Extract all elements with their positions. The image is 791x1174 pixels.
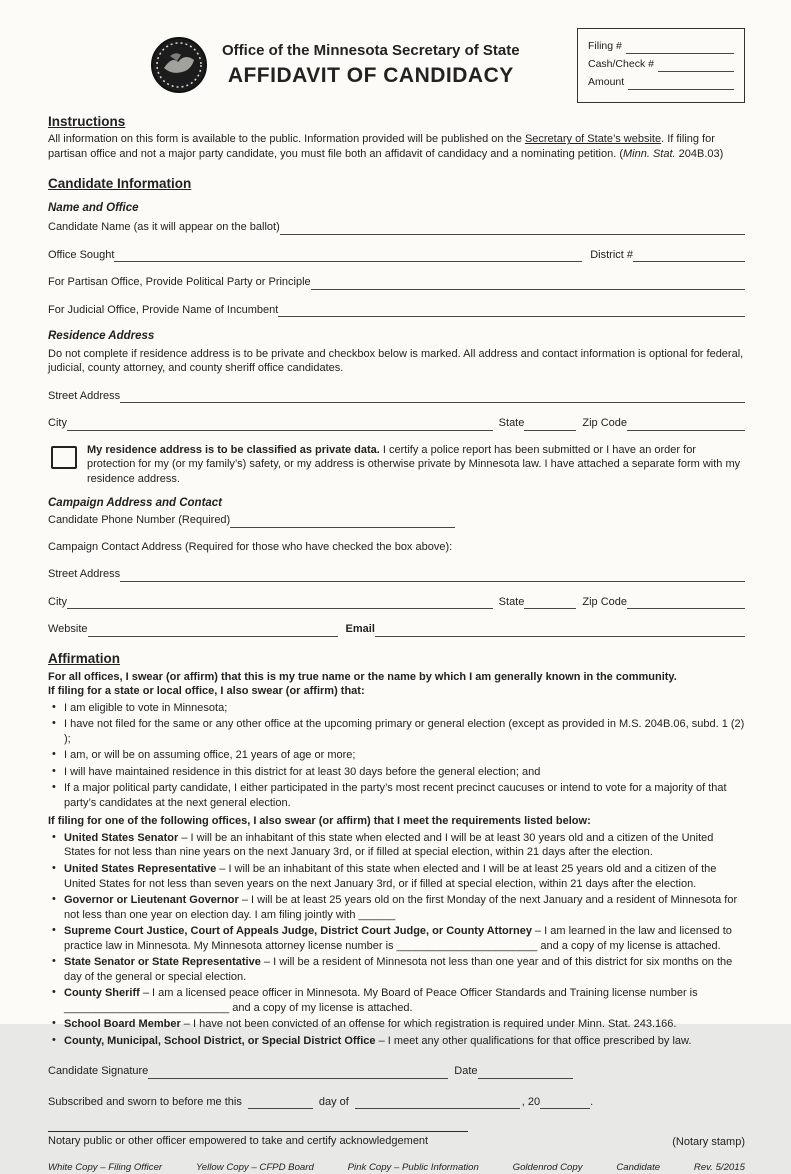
statute-reference: Minn. Stat.	[623, 147, 676, 160]
instructions-heading: Instructions	[48, 113, 126, 129]
residence-zip-field[interactable]	[627, 418, 745, 431]
candidate-name-field[interactable]	[280, 222, 745, 235]
campaign-street-label: Street Address	[48, 568, 121, 581]
office-requirement-bullet: • County Sheriff – I am a licensed peace officer in Minnesota. My Board of Peace Officer Standards and Training license number is ___________________________ and a copy of my license is attached.	[48, 986, 745, 1015]
copy-distribution-footer	[48, 1162, 745, 1174]
judicial-incumbent-label: For Judicial Office, Provide Name of Incumbent	[48, 303, 279, 316]
sos-website-link[interactable]: Secretary of State’s website	[524, 133, 662, 146]
residence-street-field[interactable]	[120, 390, 745, 403]
privacy-statement	[87, 443, 745, 487]
residence-address-subheading: Residence Address	[48, 330, 155, 343]
residence-note: Do not complete if residence address is to be private and checkbox below is marked. All address and contact information is optional for federal, judicial, county attorney, and county sheriff office candidates.	[48, 347, 744, 375]
sworn-day-field[interactable]	[248, 1096, 313, 1109]
affirmation-bullet: • I am, or will be on assuming office, 21 years of age or more;	[48, 748, 745, 763]
partisan-party-field[interactable]	[311, 277, 745, 290]
campaign-city-label: City	[48, 595, 67, 608]
office-requirement-bullet: • State Senator or State Representative – I will be a resident of Minnesota not less than one year and of this district for six months on the day of the general or special election.	[48, 955, 745, 984]
website-label: Website	[48, 623, 88, 636]
email-label: Email	[345, 623, 375, 636]
office-requirement-bullet: • United States Representative – I will be an inhabitant of this state when elected and I will be at least 25 years old and a citizen of the United States for not less than seven years on the next January 3rd, or if filled at special election, within 21 days after the election.	[48, 862, 745, 891]
affirmation-bullet: • I will have maintained residence in this district for at least 30 days before the general election; and	[48, 765, 745, 780]
email-field[interactable]	[375, 624, 745, 637]
cash-check-label: Cash/Check #	[588, 57, 654, 70]
page-title: AFFIDAVIT OF CANDIDACY	[227, 64, 514, 88]
filing-number-label: Filing #	[588, 40, 622, 52]
notary-signature-line[interactable]	[48, 1131, 468, 1132]
instructions-p3: 204B.03)	[675, 147, 724, 160]
cash-check-field[interactable]	[658, 59, 734, 72]
website-field[interactable]	[88, 624, 338, 637]
instructions-text	[48, 132, 745, 161]
filing-number-field[interactable]	[626, 41, 734, 54]
agency-name: Office of the Minnesota Secretary of State	[222, 41, 520, 59]
date-field[interactable]	[478, 1066, 573, 1079]
sworn-pre-text: Subscribed and sworn to before me this	[48, 1095, 242, 1108]
affirmation-intro-1: For all offices, I swear (or affirm) that this is my true name or the name by which I am generally known in the community.	[48, 670, 677, 683]
footer-item: White Copy – Filing Officer	[48, 1161, 163, 1173]
campaign-contact-subheading: Campaign Address and Contact	[48, 497, 223, 510]
sworn-year-field[interactable]	[540, 1096, 590, 1109]
office-sought-field[interactable]	[114, 249, 582, 262]
title-block	[222, 41, 520, 91]
campaign-state-label: State	[498, 595, 525, 608]
instructions-p1: All information on this form is available to the public. Information provided will be published on the	[48, 133, 525, 146]
privacy-option-row	[48, 443, 745, 487]
amount-label: Amount	[588, 75, 625, 88]
affirmation-offices-intro: If filing for one of the following offices, I also swear (or affirm) that I meet the requirements listed below:	[48, 815, 591, 828]
footer-item: Rev. 5/2015	[693, 1161, 745, 1173]
residence-city-field[interactable]	[67, 418, 493, 431]
affirmation-heading: Affirmation	[48, 651, 120, 666]
affirmation-general-list	[48, 701, 745, 811]
sworn-mid-text: day of	[318, 1095, 349, 1108]
privacy-statement-bold: My residence address is to be classified as private data.	[87, 443, 380, 456]
sworn-period: .	[590, 1095, 594, 1108]
office-requirement-bullet: • Governor or Lieutenant Governor – I will be at least 25 years old on the first Monday of the next January and a resident of Minnesota for not less than one year on election day. I am filing jointly with ______	[48, 893, 745, 922]
footer-item: Yellow Copy – CFPD Board	[195, 1161, 314, 1173]
phone-number-label: Candidate Phone Number (Required)	[48, 514, 231, 527]
campaign-city-field[interactable]	[67, 596, 493, 609]
privacy-statement-rest: I certify a police report has been submitted or I have an order for protection for my (or my family’s) safety, or my address is otherwise private by Minnesota law. I have attached a separate form with my residence address.	[87, 443, 741, 485]
affirmation-bullet: • If a major political party candidate, I either participated in the party’s most recent precinct caucuses or intend to vote for a majority of that party’s candidates at the next general election.	[48, 781, 745, 810]
district-number-label: District #	[590, 248, 633, 261]
footer-item: Candidate	[616, 1161, 661, 1173]
phone-number-field[interactable]	[230, 515, 455, 528]
office-requirement-bullet: • School Board Member – I have not been convicted of an offense for which registration is required under Minn. Stat. 243.166.	[48, 1017, 745, 1032]
partisan-party-label: For Partisan Office, Provide Political Party or Principle	[48, 276, 311, 289]
affirmation-bullet: • I have not filed for the same or any other office at the upcoming primary or general election (except as provided in M.S. 204B.06, subd. 1 (2) );	[48, 717, 745, 746]
instructions-p2: . If filing for partisan office and not a major party candidate, you must file both an affidavit of candidacy and a nominating petition. (	[48, 133, 715, 160]
sworn-month-field[interactable]	[355, 1096, 520, 1109]
campaign-zip-label: Zip Code	[582, 595, 627, 608]
office-sought-label: Office Sought	[48, 248, 115, 261]
affirmation-office-list	[48, 831, 745, 1048]
campaign-zip-field[interactable]	[627, 596, 745, 609]
office-use-box	[577, 28, 745, 103]
campaign-state-field[interactable]	[524, 596, 576, 609]
office-requirement-bullet: • United States Senator – I will be an inhabitant of this state when elected and I will be at least 30 years old and a citizen of the United States for not less than nine years on the next January 3rd, or if filled at special election, within 21 days after the election.	[48, 831, 745, 860]
footer-item: Pink Copy – Public Information	[347, 1161, 479, 1173]
sworn-statement-row	[48, 1095, 745, 1110]
form-header	[48, 28, 745, 103]
judicial-incumbent-field[interactable]	[278, 304, 745, 317]
footer-item: Goldenrod Copy	[512, 1161, 583, 1173]
residence-zip-label: Zip Code	[582, 417, 627, 430]
name-and-office-subheading: Name and Office	[48, 202, 139, 215]
campaign-street-field[interactable]	[120, 569, 745, 582]
candidate-signature-field[interactable]	[148, 1066, 448, 1079]
affirmation-intro-2: If filing for a state or local office, I also swear (or affirm) that:	[48, 685, 365, 698]
notary-section	[48, 1131, 745, 1150]
residence-state-field[interactable]	[524, 418, 576, 431]
residence-city-label: City	[48, 417, 67, 430]
affirmation-bullet: • I am eligible to vote in Minnesota;	[48, 701, 745, 716]
candidate-name-label: Candidate Name (as it will appear on the ballot)	[48, 221, 280, 234]
notary-stamp-label: (Notary stamp)	[672, 1136, 745, 1149]
minnesota-state-seal-icon	[150, 36, 208, 94]
district-number-field[interactable]	[633, 249, 745, 262]
campaign-contact-note: Campaign Contact Address (Required for those who have checked the box above):	[48, 540, 453, 553]
office-requirement-bullet: • County, Municipal, School District, or Special District Office – I meet any other qualifications for that office prescribed by law.	[48, 1034, 745, 1049]
sworn-year-prefix: , 20	[521, 1095, 541, 1108]
private-address-checkbox[interactable]	[51, 446, 77, 469]
office-requirement-bullet: • Supreme Court Justice, Court of Appeals Judge, District Court Judge, or County Attorney – I am learned in the law and licensed to practice law in Minnesota. My Minnesota attorney license number is _______________________ and a copy of my license is attached.	[48, 924, 745, 953]
notary-caption: Notary public or other officer empowered to take and certify acknowledgement	[48, 1135, 429, 1148]
residence-street-label: Street Address	[48, 389, 121, 402]
date-label: Date	[454, 1065, 478, 1078]
amount-field[interactable]	[628, 77, 734, 90]
candidate-info-heading: Candidate Information	[48, 176, 192, 192]
residence-state-label: State	[498, 417, 525, 430]
candidate-signature-label: Candidate Signature	[48, 1065, 149, 1078]
